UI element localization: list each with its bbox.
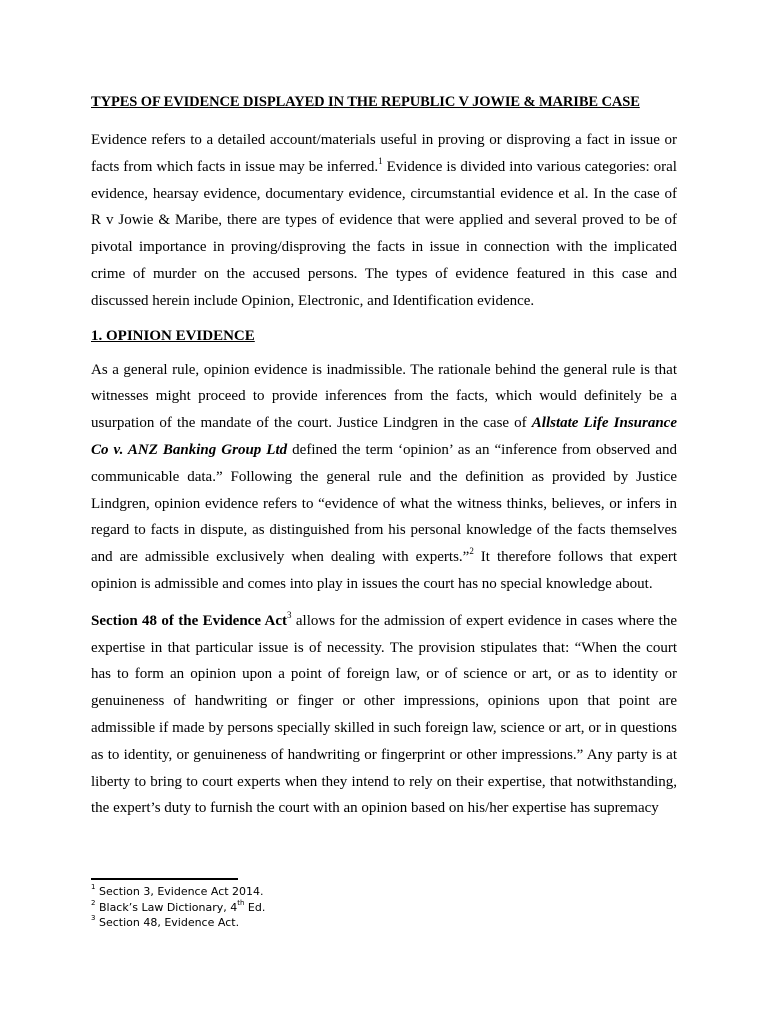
case-name: Allstate Life Insurance Co v. ANZ Banking Group Ltd bbox=[91, 415, 677, 458]
footnote-text: Black’s Law Dictionary, 4 bbox=[95, 900, 238, 914]
footnote-3 bbox=[91, 915, 491, 931]
opinion-paragraph-2 bbox=[91, 608, 677, 822]
footnote-text: Section 48, Evidence Act. bbox=[95, 916, 240, 929]
opinion-text-part2: defined the term ‘opinion’ as an “inference from observed and communicable data.” Following the general rule and the definition as provided by Justice Lindgren, opinion evidence refers to “evidence of what the witness thinks, believes, or infers in regard to facts in dispute, as distinguished from his personal knowledge of the facts themselves and are admissible exclusively when dealing with experts.” bbox=[91, 441, 677, 566]
intro-paragraph bbox=[91, 127, 677, 315]
document-title: TYPES OF EVIDENCE DISPLAYED IN THE REPUBLIC V JOWIE & MARIBE CASE bbox=[91, 94, 640, 110]
opinion-text-part3: It therefore follows that expert opinion is admissible and comes into play in issues the court has no special knowledge about. bbox=[91, 549, 677, 592]
footnote-ref-1[interactable]: 1 bbox=[378, 155, 383, 166]
footnote-text-end: Ed. bbox=[244, 900, 266, 914]
footnote-number: 1 bbox=[91, 883, 96, 892]
footnote-separator bbox=[91, 878, 238, 880]
intro-text-part2: Evidence is divided into various categories: oral evidence, hearsay evidence, documentary evidence, circumstantial evidence et al. In the case of R v Jowie & Maribe, there are types of evidence that were applied and several proved to be of pivotal importance in proving/disproving the facts in issue in connection with the implicated crime of murder on the accused persons. The types of evidence featured in this case and discussed herein include Opinion, Electronic, and Identification evidence. bbox=[91, 158, 677, 309]
opinion-text-part1: As a general rule, opinion evidence is inadmissible. The rationale behind the general rule is that witnesses might proceed to provide inferences from the facts, which would definitely be a usurpation of the mandate of the court. Justice Lindgren in the case of bbox=[91, 361, 677, 432]
footnote-ref-2[interactable]: 2 bbox=[469, 546, 474, 557]
footnote-2 bbox=[91, 900, 491, 916]
footnote-1 bbox=[91, 884, 491, 900]
footnote-text: Section 3, Evidence Act 2014. bbox=[95, 885, 264, 898]
opinion-text-body: allows for the admission of expert evidence in cases where the expertise in that particular issue is of necessity. The provision stipulates that: “When the court has to form an opinion upon a point of foreign law, or of science or art, or as to identity or genuineness of handwriting or finger or other impressions, opinions upon that point are admissible if made by persons specially skilled in such foreign law, science or art, or in questions as to identity, or genuineness of handwriting or fingerprint or other impressions.” Any party is at liberty to bring to court experts when they intend to rely on their expertise, that notwithstanding, the expert’s duty to furnish the court with an opinion based on his/her expertise has supremacy bbox=[91, 612, 677, 817]
section-heading-opinion-evidence: 1. OPINION EVIDENCE bbox=[91, 327, 255, 344]
footnote-number: 3 bbox=[91, 914, 96, 923]
footnote-ordinal-suffix: th bbox=[237, 898, 245, 907]
opinion-paragraph-1 bbox=[91, 357, 677, 598]
document-body bbox=[91, 91, 677, 832]
statute-reference: Section 48 of the Evidence Act bbox=[91, 612, 288, 629]
footnote-ref-3[interactable]: 3 bbox=[287, 609, 292, 620]
intro-text-part1: Evidence refers to a detailed account/materials useful in proving or disproving a fact in issue or facts from which facts in issue may be inferred. bbox=[91, 132, 677, 175]
footnotes bbox=[91, 878, 491, 931]
footnote-number: 2 bbox=[91, 898, 96, 907]
